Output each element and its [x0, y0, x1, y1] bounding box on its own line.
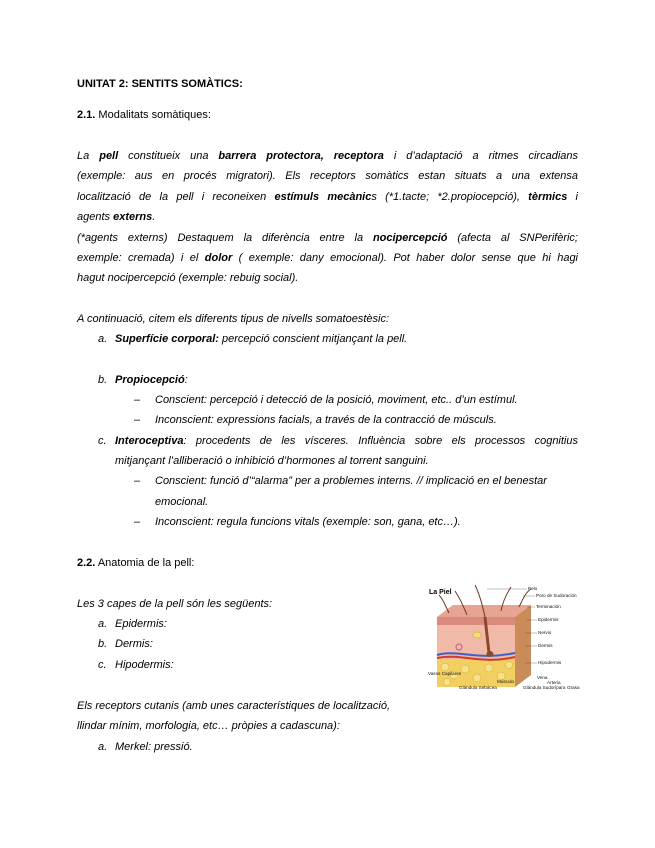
label-epidermis: Epidermis — [538, 617, 559, 622]
dash-marker: – — [134, 394, 141, 406]
label-capillaries: Vasos Capilares — [428, 671, 462, 676]
layer-epidermis: Epidermis: — [115, 618, 167, 630]
list-marker: a. — [98, 741, 108, 753]
label-sweat-gland: Glándula Sudorípara — [523, 685, 566, 690]
level-b-sub-2: Inconscient: expressions facials, a través de la contracció de músculs. — [155, 414, 497, 426]
label-sweat-pore: Poro de Sudoración — [536, 593, 577, 598]
layer-dermis: Dermis: — [115, 638, 153, 650]
dash-marker: – — [134, 516, 141, 528]
label-hair: Pelo — [528, 586, 538, 591]
list-marker: c. — [98, 659, 107, 671]
level-c-sub-1: Conscient: funció d’“alarma” per a problemes interns. // implicació en el benestar — [155, 475, 547, 487]
intro-line-7: hagut nocipercepció (exemple: rebuig social). — [77, 272, 299, 284]
label-artery: Arteria — [547, 680, 561, 685]
dash-marker: – — [134, 414, 141, 426]
receptor-merkel: Merkel: pressió. — [115, 741, 193, 753]
label-sebaceous-gland: Glándula Sebácea — [459, 685, 497, 690]
section-2-1-heading — [77, 108, 211, 122]
section-number: 2.1. — [77, 109, 96, 121]
levels-intro: A continuació, citem els diferents tipus de nivells somatoestèsic: — [77, 313, 390, 325]
level-c: Interoceptiva: procedents de les vísceres. Influència sobre els processos cognitius — [115, 435, 578, 447]
intro-line-4: agents externs. — [77, 211, 156, 223]
intro-line-3: localització de la pell i reconeixen estímuls mecànics (*1.tacte; *2.propiocepció), tèrmics i — [77, 191, 578, 203]
figure-title: La Piel — [429, 589, 452, 596]
hair-bulb — [487, 651, 494, 657]
list-marker: c. — [98, 435, 107, 447]
skin-diagram — [427, 583, 587, 695]
unit-heading: UNITAT 2: SENTITS SOMÀTICS: — [77, 78, 243, 90]
label-nerve: Nervio — [538, 630, 552, 635]
section-2-2-heading — [77, 556, 194, 570]
list-marker: b. — [98, 638, 108, 650]
label-muscle: Músculo — [497, 679, 515, 684]
list-marker: a. — [98, 333, 108, 345]
skin-anatomy-figure — [427, 583, 587, 695]
list-marker: a. — [98, 618, 108, 630]
level-b: Propiocepció: — [115, 374, 188, 386]
receptors-line-2: llindar mínim, morfologia, etc… pròpies a cadascuna): — [77, 720, 340, 732]
intro-line-1: La pell constitueix una barrera protectora, receptora i d’adaptació a ritmes circadians — [77, 150, 579, 162]
level-c-sub-2: Inconscient: regula funcions vitals (exemple: son, gana, etc…). — [155, 516, 461, 528]
level-b-sub-1: Conscient: percepció i detecció de la posició, moviment, etc.. d’un estímul. — [155, 394, 518, 406]
layers-intro: Les 3 capes de la pell són les següents: — [77, 598, 273, 610]
label-fat: Grasa — [567, 685, 580, 690]
dash-marker: – — [134, 475, 141, 487]
layer-hypodermis: Hipodermis: — [115, 659, 174, 671]
label-vein: Vena — [537, 675, 548, 680]
intro-line-2: (exemple: aus en procés migratori). Els receptors somàtics estan situats a una extensa — [77, 170, 578, 182]
sebaceous-gland — [473, 632, 481, 638]
label-termination: Terminación — [536, 604, 561, 609]
level-c-line-2: mitjançant l’alliberació o inhibició d’hormones al torrent sanguini. — [115, 455, 429, 467]
label-dermis: Dermis — [538, 643, 553, 648]
section-number: 2.2. — [77, 557, 96, 569]
section-title: Modalitats somàtiques: — [98, 109, 211, 121]
section-title: Anatomia de la pell: — [97, 557, 195, 569]
list-marker: b. — [98, 374, 108, 386]
label-hypodermis: Hipodermis — [538, 660, 562, 665]
receptors-line-1: Els receptors cutanis (amb unes característiques de localització, — [77, 700, 391, 712]
intro-line-6: exemple: cremada) i el dolor ( exemple: dany emocional). Pot haber dolor sense que hi hagi — [77, 252, 579, 264]
level-c-sub-1-cont: emocional. — [155, 496, 209, 508]
epidermis-layer — [437, 617, 515, 625]
intro-line-5: (*agents externs) Destaquem la diferència entre la nocipercepció (afecta al SNPerifèric; — [77, 232, 578, 244]
level-a: Superfície corporal: percepció conscient mitjançant la pell. — [115, 333, 408, 345]
